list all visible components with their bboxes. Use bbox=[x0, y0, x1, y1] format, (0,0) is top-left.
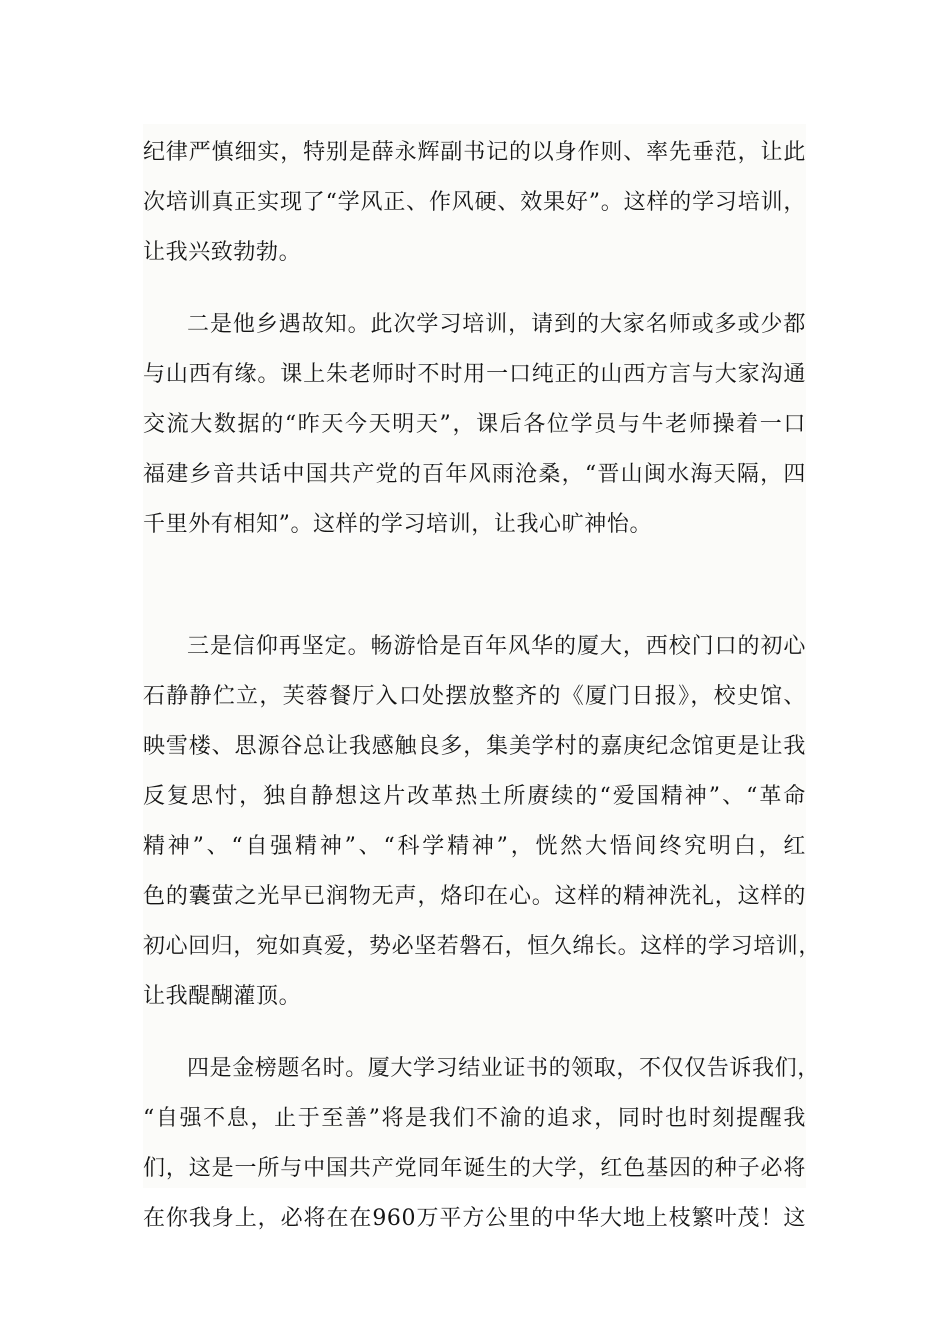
paragraph-line: 色的囊萤之光早已润物无声，烙印在心。这样的精神洗礼，这样的 bbox=[143, 884, 806, 909]
paragraph-line: 精神”、“自强精神”、“科学精神”，恍然大悟间终究明白，红 bbox=[143, 834, 806, 859]
paragraph-line: 初心回归，宛如真爱，势必坚若磐石，恒久绵长。这样的学习培训， bbox=[143, 934, 822, 959]
paragraph-line: 映雪楼、思源谷总让我感触良多，集美学村的嘉庚纪念馆更是让我 bbox=[143, 734, 806, 759]
paragraph-line: 让我兴致勃勃。 bbox=[143, 240, 302, 265]
paragraph-4 bbox=[143, 1044, 820, 1244]
paragraph-line: 反复思忖，独自静想这片改革热土所赓续的“爱国精神”、“革命 bbox=[143, 784, 806, 809]
paragraph-line: 四是金榜题名时。厦大学习结业证书的领取，不仅仅告诉我们， bbox=[187, 1056, 820, 1081]
paragraph-line: 二是他乡遇故知。此次学习培训，请到的大家名师或多或少都 bbox=[187, 312, 806, 337]
paragraph-1 bbox=[143, 128, 806, 278]
paragraph-3 bbox=[143, 622, 822, 1022]
paragraph-line: 福建乡音共话中国共产党的百年风雨沧桑，“晋山闽水海天隔，四 bbox=[143, 462, 806, 487]
paragraph-line: 们，这是一所与中国共产党同年诞生的大学，红色基因的种子必将 bbox=[143, 1156, 806, 1181]
paragraph-line: 次培训真正实现了“学风正、作风硬、效果好”。这样的学习培训， bbox=[143, 190, 806, 215]
paragraph-line: 千里外有相知”。这样的学习培训，让我心旷神怡。 bbox=[143, 512, 653, 537]
paragraph-2 bbox=[143, 300, 806, 550]
paragraph-line: 让我醍醐灌顶。 bbox=[143, 984, 302, 1009]
paragraph-line: 石静静伫立，芙蓉餐厅入口处摆放整齐的《厦门日报》，校史馆、 bbox=[143, 684, 806, 709]
paragraph-line: 纪律严慎细实，特别是薛永辉副书记的以身作则、率先垂范，让此 bbox=[143, 140, 806, 165]
document-body bbox=[143, 124, 822, 1231]
paragraph-line: 交流大数据的“昨天今天明天”，课后各位学员与牛老师操着一口 bbox=[143, 412, 806, 437]
paragraph-line: “自强不息，止于至善”将是我们不渝的追求，同时也时刻提醒我 bbox=[143, 1106, 806, 1131]
paragraph-line: 三是信仰再坚定。畅游恰是百年风华的厦大，西校门口的初心 bbox=[187, 634, 806, 659]
paragraph-line: 在你我身上，必将在在960万平方公里的中华大地上枝繁叶茂！这 bbox=[143, 1206, 806, 1231]
paragraph-line: 与山西有缘。课上朱老师时不时用一口纯正的山西方言与大家沟通 bbox=[143, 362, 806, 387]
